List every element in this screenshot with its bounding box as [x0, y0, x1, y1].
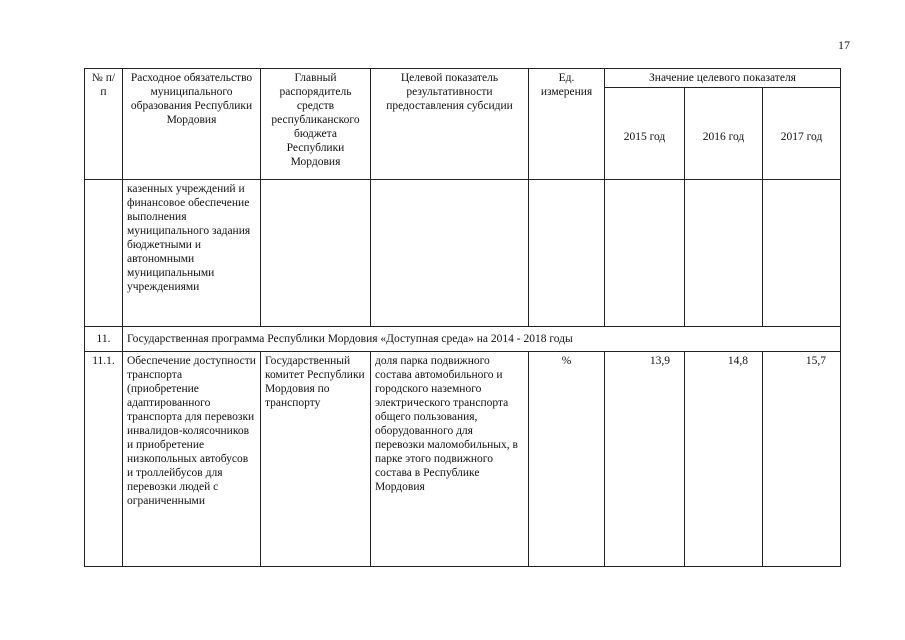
cell-value-2015: 13,9 [605, 352, 685, 567]
cell-unit: % [529, 352, 605, 567]
page-number: 17 [838, 38, 850, 52]
section-num: 11. [85, 327, 123, 352]
cell-manager [261, 180, 371, 327]
header-value-group: Значение целевого показателя [605, 69, 841, 88]
cell-manager: Государственный комитет Республики Мордовия по транспорту [261, 352, 371, 567]
cell-num [85, 180, 123, 327]
header-indicator: Целевой показатель результативности предоставления субсидии [371, 69, 529, 180]
cell-value-2017 [763, 180, 841, 327]
cell-expenditure: Обеспечение доступности транспорта (приобретение адаптированного транспорта для перевозки инвалидов-колясочников и приобретение низкопольных автобусов и троллейбусов для перевозки людей с ограниченными [123, 352, 261, 567]
header-unit: Ед. измерения [529, 69, 605, 180]
table-row [85, 180, 841, 327]
header-year-2016: 2016 год [685, 88, 763, 180]
cell-unit [529, 180, 605, 327]
cell-indicator: доля парка подвижного состава автомобильного и городского наземного электрического транспорта общего пользования, оборудованного для перевозки маломобильных, в парке этого подвижного состава в Республике Мордовия [371, 352, 529, 567]
header-year-2015: 2015 год [605, 88, 685, 180]
cell-value-2016: 14,8 [685, 352, 763, 567]
cell-expenditure: казенных учреждений и финансовое обеспечение выполнения муниципального задания бюджетными и автономными муниципальными учреждениями [123, 180, 261, 327]
target-indicators-table [84, 68, 841, 567]
header-row-1 [85, 69, 841, 88]
cell-indicator [371, 180, 529, 327]
header-manager: Главный распорядитель средств республиканского бюджета Республики Мордовия [261, 69, 371, 180]
header-expenditure: Расходное обязательство муниципального образования Республики Мордовия [123, 69, 261, 180]
section-title: Государственная программа Республики Мордовия «Доступная среда» на 2014 - 2018 годы [123, 327, 841, 352]
table-row [85, 352, 841, 567]
header-num: № п/п [85, 69, 123, 180]
section-row [85, 327, 841, 352]
cell-value-2015 [605, 180, 685, 327]
cell-value-2016 [685, 180, 763, 327]
header-year-2017: 2017 год [763, 88, 841, 180]
cell-value-2017: 15,7 [763, 352, 841, 567]
cell-num: 11.1. [85, 352, 123, 567]
